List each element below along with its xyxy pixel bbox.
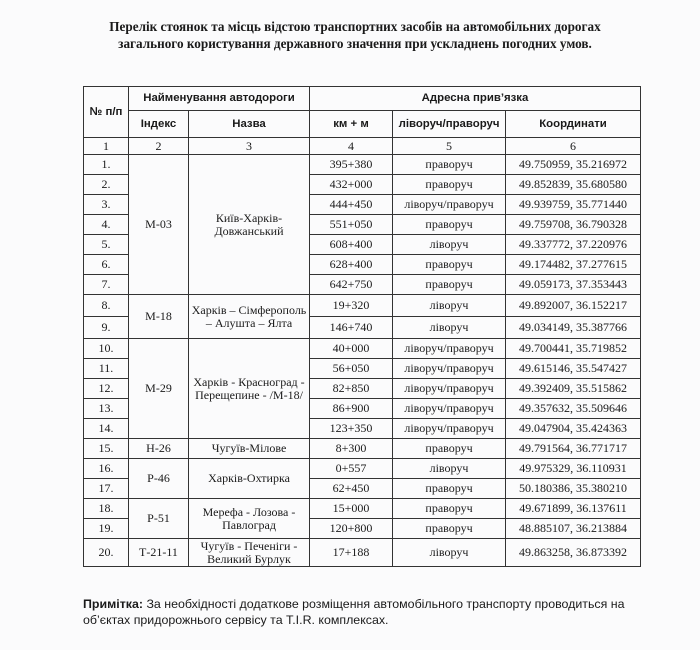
row-number: 13. xyxy=(84,399,129,419)
row-number: 19. xyxy=(84,519,129,539)
coordinates: 49.939759, 35.771440 xyxy=(506,195,641,215)
km-value: 551+050 xyxy=(310,215,393,235)
row-number: 11. xyxy=(84,359,129,379)
header-name: Назва xyxy=(189,111,310,138)
side-value: ліворуч/праворуч xyxy=(393,195,506,215)
km-value: 40+000 xyxy=(310,339,393,359)
km-value: 395+380 xyxy=(310,155,393,175)
table-row xyxy=(84,439,641,459)
coordinates: 50.180386, 35.380210 xyxy=(506,479,641,499)
km-value: 123+350 xyxy=(310,419,393,439)
side-value: ліворуч/праворуч xyxy=(393,419,506,439)
header-index: Індекс xyxy=(129,111,189,138)
side-value: ліворуч/праворуч xyxy=(393,379,506,399)
row-number: 4. xyxy=(84,215,129,235)
row-number: 1. xyxy=(84,155,129,175)
column-number: 1 xyxy=(84,138,129,155)
road-name: Харків - Красноград - Перещепине - /М-18/ xyxy=(189,339,310,439)
header-road-name: Найменування автодороги xyxy=(129,87,310,111)
parking-table xyxy=(83,86,641,567)
header-side: ліворуч/праворуч xyxy=(393,111,506,138)
coordinates: 49.892007, 36.152217 xyxy=(506,295,641,317)
side-value: ліворуч xyxy=(393,295,506,317)
side-value: праворуч xyxy=(393,215,506,235)
side-value: ліворуч/праворуч xyxy=(393,339,506,359)
table-row xyxy=(84,499,641,519)
side-value: праворуч xyxy=(393,175,506,195)
km-value: 146+740 xyxy=(310,317,393,339)
column-number: 3 xyxy=(189,138,310,155)
table-body xyxy=(84,155,641,567)
road-index: Т-21-11 xyxy=(129,539,189,567)
coordinates: 49.047904, 35.424363 xyxy=(506,419,641,439)
column-number: 4 xyxy=(310,138,393,155)
row-number: 9. xyxy=(84,317,129,339)
table-row xyxy=(84,459,641,479)
road-index: Н-26 xyxy=(129,439,189,459)
header-address: Адресна прив’язка xyxy=(310,87,641,111)
side-value: ліворуч xyxy=(393,317,506,339)
road-index: Р-46 xyxy=(129,459,189,499)
row-number: 18. xyxy=(84,499,129,519)
coordinates: 49.863258, 36.873392 xyxy=(506,539,641,567)
column-number: 5 xyxy=(393,138,506,155)
coordinates: 49.337772, 37.220976 xyxy=(506,235,641,255)
km-value: 120+800 xyxy=(310,519,393,539)
side-value: праворуч xyxy=(393,275,506,295)
km-value: 0+557 xyxy=(310,459,393,479)
km-value: 444+450 xyxy=(310,195,393,215)
row-number: 14. xyxy=(84,419,129,439)
km-value: 62+450 xyxy=(310,479,393,499)
side-value: праворуч xyxy=(393,519,506,539)
road-index: М-18 xyxy=(129,295,189,339)
coordinates: 49.671899, 36.137611 xyxy=(506,499,641,519)
road-name: Київ-Харків-Довжанський xyxy=(189,155,310,295)
km-value: 15+000 xyxy=(310,499,393,519)
km-value: 642+750 xyxy=(310,275,393,295)
coordinates: 49.059173, 37.353443 xyxy=(506,275,641,295)
coordinates: 49.700441, 35.719852 xyxy=(506,339,641,359)
side-value: ліворуч xyxy=(393,235,506,255)
coordinates: 49.174482, 37.277615 xyxy=(506,255,641,275)
road-name: Чугуїв - Печеніги - Великий Бурлук xyxy=(189,539,310,567)
header-coords: Координати xyxy=(506,111,641,138)
coordinates: 49.357632, 35.509646 xyxy=(506,399,641,419)
km-value: 8+300 xyxy=(310,439,393,459)
side-value: ліворуч/праворуч xyxy=(393,399,506,419)
row-number: 6. xyxy=(84,255,129,275)
row-number: 15. xyxy=(84,439,129,459)
km-value: 628+400 xyxy=(310,255,393,275)
km-value: 432+000 xyxy=(310,175,393,195)
side-value: праворуч xyxy=(393,479,506,499)
row-number: 12. xyxy=(84,379,129,399)
note-label: Примітка: xyxy=(83,597,143,611)
column-number: 6 xyxy=(506,138,641,155)
coordinates: 49.750959, 35.216972 xyxy=(506,155,641,175)
row-number: 20. xyxy=(84,539,129,567)
coordinates: 49.759708, 36.790328 xyxy=(506,215,641,235)
document-title: Перелік стоянок та місць відстою транспортних засобів на автомобільних дорогах загального користування державного значення при ускладнень погодних умов. xyxy=(109,19,601,51)
km-value: 19+320 xyxy=(310,295,393,317)
side-value: ліворуч/праворуч xyxy=(393,359,506,379)
side-value: праворуч xyxy=(393,499,506,519)
coordinates: 49.034149, 35.387766 xyxy=(506,317,641,339)
km-value: 56+050 xyxy=(310,359,393,379)
table-row xyxy=(84,155,641,175)
column-number: 2 xyxy=(129,138,189,155)
row-number: 7. xyxy=(84,275,129,295)
km-value: 82+850 xyxy=(310,379,393,399)
side-value: праворуч xyxy=(393,255,506,275)
row-number: 16. xyxy=(84,459,129,479)
row-number: 10. xyxy=(84,339,129,359)
side-value: праворуч xyxy=(393,439,506,459)
header-km: км + м xyxy=(310,111,393,138)
row-number: 8. xyxy=(84,295,129,317)
coordinates: 49.615146, 35.547427 xyxy=(506,359,641,379)
coordinates: 49.791564, 36.771717 xyxy=(506,439,641,459)
road-name: Харків-Охтирка xyxy=(189,459,310,499)
road-name: Мерефа - Лозова - Павлоград xyxy=(189,499,310,539)
table-row xyxy=(84,539,641,567)
table-row xyxy=(84,295,641,317)
km-value: 608+400 xyxy=(310,235,393,255)
coordinates: 48.885107, 36.213884 xyxy=(506,519,641,539)
km-value: 17+188 xyxy=(310,539,393,567)
row-number: 3. xyxy=(84,195,129,215)
side-value: ліворуч xyxy=(393,459,506,479)
road-name: Чугуїв-Мілове xyxy=(189,439,310,459)
road-index: М-03 xyxy=(129,155,189,295)
coordinates: 49.975329, 36.110931 xyxy=(506,459,641,479)
row-number: 17. xyxy=(84,479,129,499)
coordinates: 49.852839, 35.680580 xyxy=(506,175,641,195)
road-index: М-29 xyxy=(129,339,189,439)
road-index: Р-51 xyxy=(129,499,189,539)
row-number: 5. xyxy=(84,235,129,255)
row-number: 2. xyxy=(84,175,129,195)
km-value: 86+900 xyxy=(310,399,393,419)
side-value: ліворуч xyxy=(393,539,506,567)
table-row xyxy=(84,339,641,359)
coordinates: 49.392409, 35.515862 xyxy=(506,379,641,399)
note-text: За необхідності додаткове розміщення автомобільного транспорту проводиться на об’єктах придорожнього сервісу та T.I.R. комплексах. xyxy=(83,597,625,627)
road-name: Харків – Сімферополь – Алушта – Ялта xyxy=(189,295,310,339)
header-num: № п/п xyxy=(84,87,129,138)
note xyxy=(83,596,643,628)
side-value: праворуч xyxy=(393,155,506,175)
